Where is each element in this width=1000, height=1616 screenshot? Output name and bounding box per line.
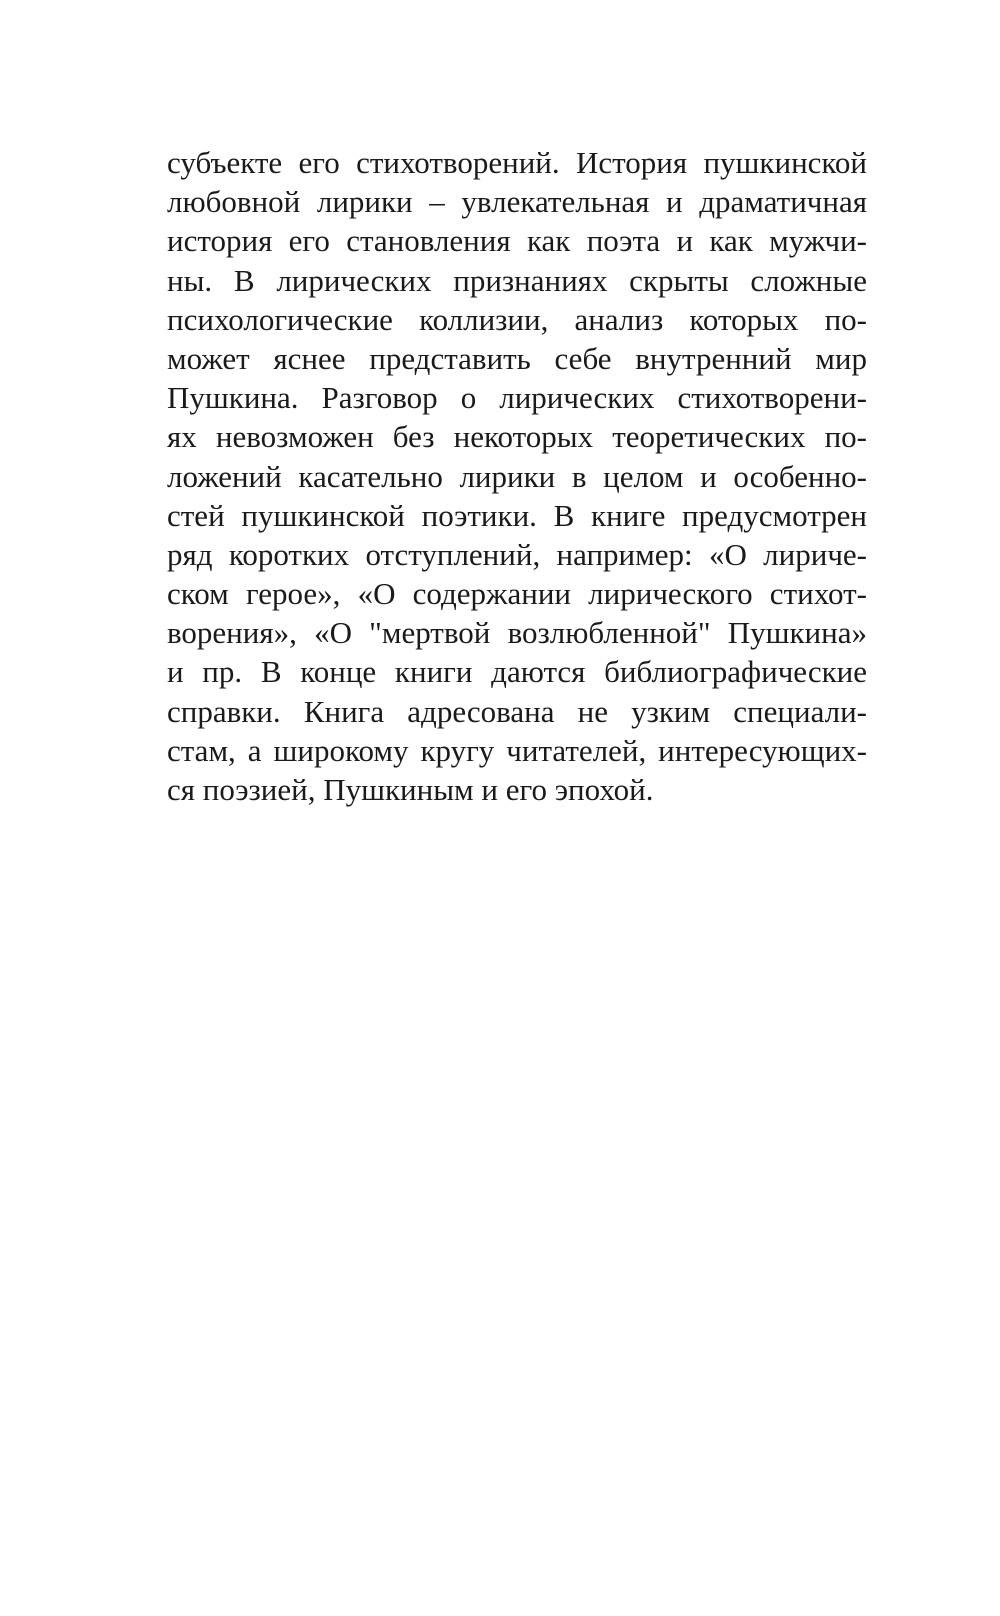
text-line: ском герое», «О содержании лирического стихот- — [167, 576, 867, 612]
text-line: может яснее представить себе внутренний мир — [167, 340, 867, 376]
text-line: справки. Книга адресована не узким специали- — [167, 693, 867, 729]
text-line: ях невозможен без некоторых теоретических по- — [167, 419, 867, 455]
text-line: субъекте его стихотворений. История пушкинской — [167, 145, 867, 180]
text-line: психологические коллизии, анализ которых по- — [167, 301, 867, 337]
text-line: стей пушкинской поэтики. В книге предусмотрен — [167, 497, 867, 533]
text-line: и пр. В конце книги даются библиографические — [167, 654, 867, 690]
text-line: история его становления как поэта и как мужчи- — [167, 223, 867, 259]
text-line: любовной лирики – увлекательная и драматичная — [167, 184, 867, 220]
text-line: ряд коротких отступлений, например: «О лириче- — [167, 536, 867, 572]
text-line: стам, а широкому кругу читателей, интересующих- — [167, 732, 867, 768]
text-line-last: ся поэзией, Пушкиным и его эпохой. — [167, 772, 654, 807]
body-paragraph — [167, 143, 867, 809]
text-line: ны. В лирических признаниях скрыты сложные — [167, 262, 867, 298]
text-line: ворения», «О "мертвой возлюбленной" Пушкина» — [167, 615, 867, 651]
text-line: Пушкина. Разговор о лирических стихотворени- — [167, 380, 867, 416]
text-line: ложений касательно лирики в целом и особенно- — [167, 458, 867, 494]
